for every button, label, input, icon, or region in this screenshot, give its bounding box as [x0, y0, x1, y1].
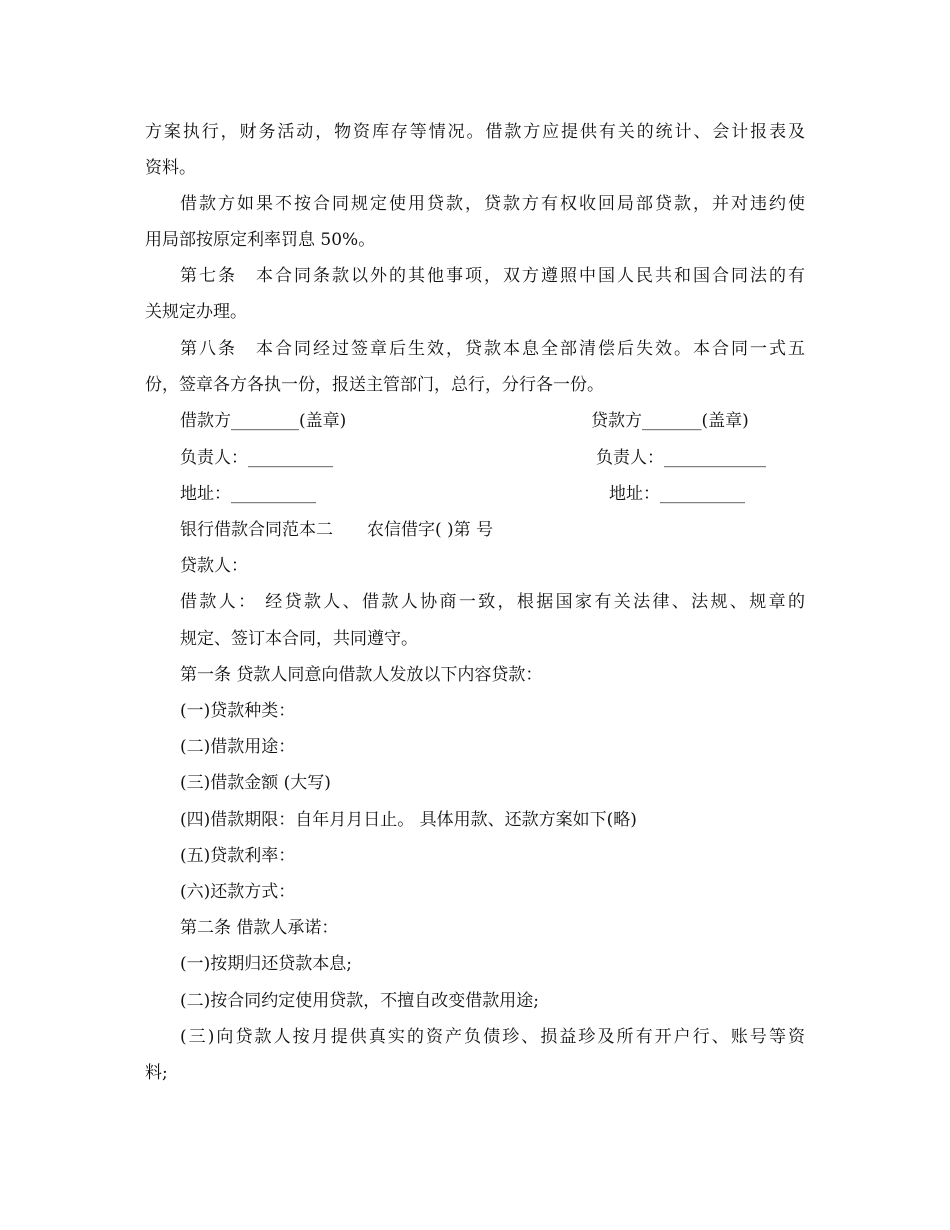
list-item: (四)借款期限：自年月月日止。 具体用款、还款方案如下(略) — [180, 810, 637, 830]
list-item: (一)按期归还贷款本息; — [180, 954, 352, 974]
lender-line: 贷款人： — [180, 556, 248, 576]
paragraph-line: 规定、签订本合同，共同遵守。 — [180, 629, 418, 649]
lender-seal-line: 贷款方_______(盖章) — [591, 411, 749, 431]
clause-eight-line: 第八条 本合同经过签章后生效，贷款本息全部清偿后失效。本合同一式五 — [180, 339, 805, 359]
paragraph-line: 用局部按原定利率罚息 50%。 — [145, 230, 376, 250]
borrower-address: 地址：__________ — [180, 484, 316, 504]
borrower-responsible-person: 负责人：__________ — [180, 448, 333, 468]
article-one-heading: 第一条 贷款人同意向借款人发放以下内容贷款： — [180, 665, 543, 685]
borrower-line: 借款人： 经贷款人、借款人协商一致，根据国家有关法律、法规、规章的 — [180, 592, 805, 612]
lender-responsible-person: 负责人：____________ — [596, 448, 766, 468]
paragraph-line: 方案执行，财务活动，物资库存等情况。借款方应提供有关的统计、会计报表及 — [145, 122, 805, 142]
contract-title: 银行借款合同范本二 农信借字( )第 号 — [180, 520, 494, 540]
list-item: 料; — [145, 1063, 168, 1083]
list-item: (二)借款用途： — [180, 737, 296, 757]
clause-seven-line: 关规定办理。 — [145, 302, 247, 322]
list-item: (五)贷款利率： — [180, 846, 296, 866]
borrower-seal-line: 借款方________(盖章) — [180, 411, 347, 431]
paragraph-line: 资料。 — [145, 158, 196, 178]
lender-address: 地址：__________ — [609, 484, 745, 504]
list-item: (六)还款方式： — [180, 882, 296, 902]
clause-seven-line: 第七条 本合同条款以外的其他事项，双方遵照中国人民共和国合同法的有 — [180, 266, 805, 286]
clause-eight-line: 份，签章各方各执一份，报送主管部门，总行，分行各一份。 — [145, 375, 604, 395]
list-item: (三)向贷款人按月提供真实的资产负债珍、损益珍及所有开户行、账号等资 — [180, 1027, 805, 1047]
list-item: (一)贷款种类： — [180, 701, 296, 721]
paragraph-line: 借款方如果不按合同规定使用贷款，贷款方有权收回局部贷款，并对违约使 — [180, 194, 805, 214]
list-item: (二)按合同约定使用贷款，不擅自改变借款用途; — [180, 991, 539, 1011]
article-two-heading: 第二条 借款人承诺： — [180, 918, 339, 938]
list-item: (三)借款金额 (大写) — [180, 773, 331, 793]
